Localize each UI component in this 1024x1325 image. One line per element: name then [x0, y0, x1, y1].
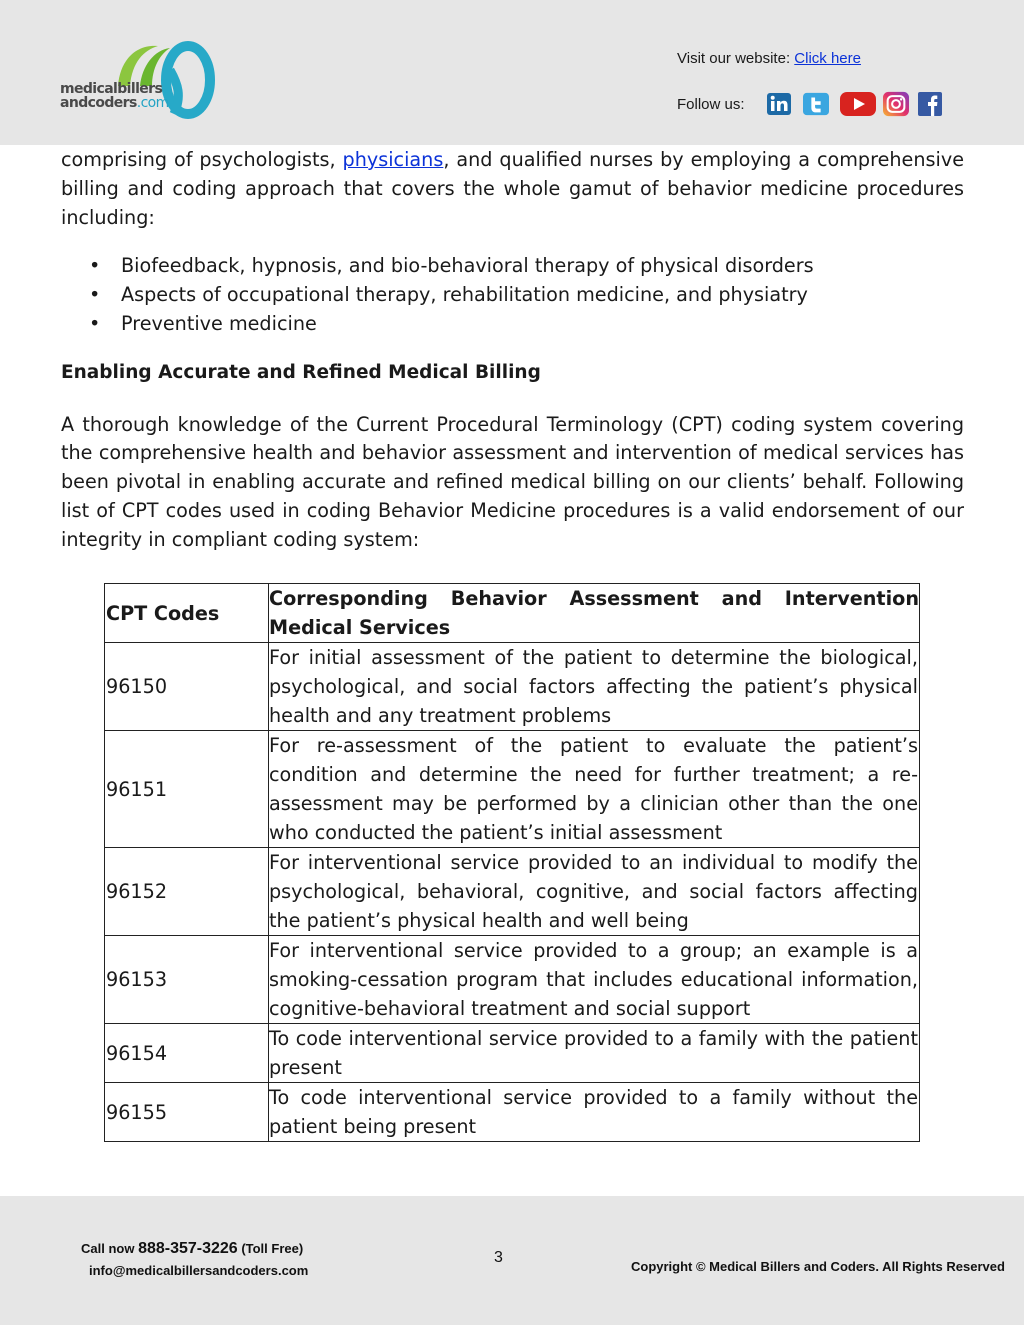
website-link[interactable]: Click here	[794, 50, 861, 67]
service-description-cell: To code interventional service provided to a family without the patient being present	[269, 1083, 920, 1142]
cpt-code-cell: 96152	[105, 848, 269, 936]
cpt-paragraph: A thorough knowledge of the Current Procedural Terminology (CPT) coding system covering the comprehensive health and behavior assessment and intervention of medical services has been pivotal in enabling accurate and refined medical billing on our clients’ behalf. Following list of CPT codes used in coding Behavior Medicine procedures is a valid endorsement of our integrity in compliant coding system:	[61, 412, 964, 551]
company-logo[interactable]	[58, 40, 218, 122]
list-item: • Biofeedback, hypnosis, and bio-behavioral therapy of physical disorders	[61, 252, 964, 281]
cpt-code-cell: 96151	[105, 731, 269, 848]
service-description-cell: For interventional service provided to a group; an example is a smoking-cessation program that includes educational information, cognitive-behavioral treatment and social support	[269, 936, 920, 1024]
cpt-code-cell: 96154	[105, 1024, 269, 1083]
phone-number[interactable]: 888-357-3226	[138, 1240, 238, 1257]
service-description-cell: For initial assessment of the patient to determine the biological, psychological, and social factors affecting the patient’s physical health and any treatment problems	[269, 643, 920, 731]
twitter-icon[interactable]	[803, 92, 829, 116]
logo-text: medicalbillers andcoders.com	[60, 81, 169, 111]
service-description-cell: To code interventional service provided to a family with the patient present	[269, 1024, 920, 1083]
table-row	[105, 848, 920, 936]
cpt-code-cell: 96153	[105, 936, 269, 1024]
service-description-cell: For re-assessment of the patient to evaluate the patient’s condition and determine the need for further treatment; a re-assessment may be performed by a clinician other than the one who conducted the patient’s initial assessment	[269, 731, 920, 848]
instagram-icon[interactable]	[883, 92, 909, 116]
table-row	[105, 1024, 920, 1083]
youtube-icon[interactable]	[840, 92, 876, 116]
header-services: Corresponding Behavior Assessment and Intervention Medical Services	[269, 584, 920, 643]
bullet-icon: •	[89, 283, 101, 307]
cpt-code-cell: 96150	[105, 643, 269, 731]
linkedin-icon[interactable]	[766, 92, 792, 116]
table-row	[105, 643, 920, 731]
bullet-icon: •	[89, 311, 101, 335]
bullet-icon: •	[89, 254, 101, 278]
table-header-row	[105, 584, 920, 643]
follow-label: Follow us:	[677, 96, 745, 113]
service-description-cell: For interventional service provided to an individual to modify the psychological, behavioral, cognitive, and social factors affecting the patient’s physical health and well being	[269, 848, 920, 936]
section-heading: Enabling Accurate and Refined Medical Billing	[61, 361, 541, 383]
page-header	[0, 0, 1024, 145]
call-now: Call now 888-357-3226 (Toll Free)	[81, 1240, 304, 1257]
visit-label: Visit our website:	[677, 50, 795, 67]
visit-website	[677, 50, 861, 67]
page-footer	[0, 1196, 1024, 1325]
copyright-notice: Copyright © Medical Billers and Coders. All Rights Reserved	[631, 1259, 1005, 1274]
page-number: 3	[494, 1249, 503, 1266]
table-row	[105, 1083, 920, 1142]
list-item: • Preventive medicine	[61, 310, 964, 339]
document-body	[61, 146, 964, 555]
list-item: • Aspects of occupational therapy, rehabilitation medicine, and physiatry	[61, 281, 964, 310]
procedure-list	[61, 252, 964, 338]
table-row	[105, 936, 920, 1024]
facebook-icon[interactable]	[917, 92, 943, 116]
cpt-table-wrapper	[104, 583, 920, 1142]
intro-paragraph: comprising of psychologists, physicians, and qualified nurses by employing a comprehensive billing and coding approach that covers the whole gamut of behavior medicine procedures including:	[61, 148, 965, 229]
email-address[interactable]: info@medicalbillersandcoders.com	[89, 1263, 309, 1278]
physicians-link[interactable]: physicians	[342, 148, 444, 171]
table-row	[105, 731, 920, 848]
cpt-table	[104, 583, 920, 1142]
cpt-code-cell: 96155	[105, 1083, 269, 1142]
header-cpt-codes: CPT Codes	[105, 584, 269, 643]
